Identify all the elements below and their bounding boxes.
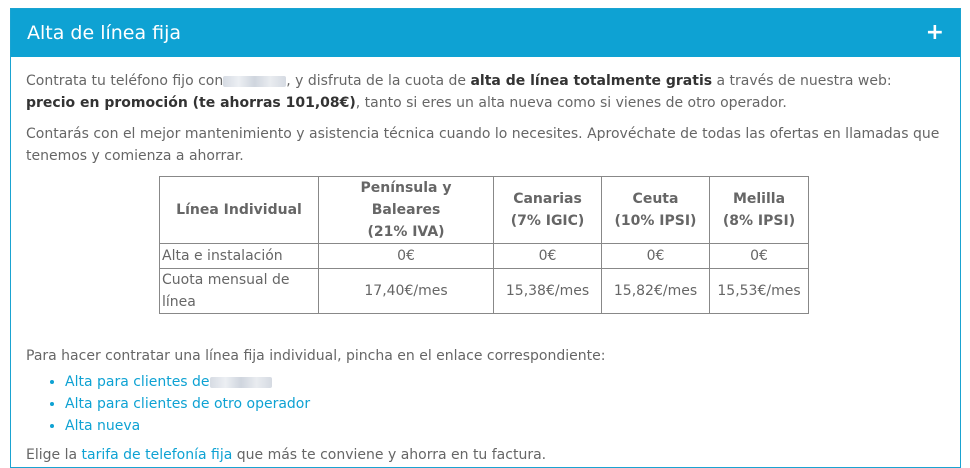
links-list	[26, 371, 945, 437]
redacted-brand	[210, 377, 272, 388]
footer-paragraph	[26, 444, 945, 466]
redacted-brand	[223, 76, 286, 87]
table-cell: 15,53€/mes	[710, 269, 809, 314]
table-cell: 0€	[710, 244, 809, 269]
panel-title: Alta de línea fija	[27, 22, 182, 44]
panel-header[interactable]	[11, 9, 960, 57]
footer-text: que más te conviene y ahorra en tu factura.	[232, 447, 547, 463]
intro-text: a través de nuestra web:	[712, 73, 892, 89]
table-cell: 0€	[602, 244, 710, 269]
intro-text: Contrata tu teléfono fijo con	[26, 73, 224, 89]
link-other-operator[interactable]: Alta para clientes de otro operador	[65, 396, 311, 412]
table-header: Península y Baleares (21% IVA)	[319, 177, 494, 244]
intro-price-highlight: precio en promoción (te ahorras 101,08€)	[26, 95, 356, 111]
table-row	[160, 269, 809, 314]
table-cell: 17,40€/mes	[319, 269, 494, 314]
table-header: Melilla (8% IPSI)	[710, 177, 809, 244]
intro-text: , tanto si eres un alta nueva como si vienes de otro operador.	[355, 95, 787, 111]
list-item	[65, 393, 945, 415]
table-cell: 0€	[494, 244, 602, 269]
table-cell: Alta e instalación	[160, 244, 319, 269]
intro-paragraph	[26, 70, 945, 114]
table-cell: 15,38€/mes	[494, 269, 602, 314]
table-cell: 15,82€/mes	[602, 269, 710, 314]
intro-text: , y disfruta de la cuota de	[286, 73, 471, 89]
price-table	[159, 176, 809, 314]
table-header: Ceuta (10% IPSI)	[602, 177, 710, 244]
maintenance-paragraph: Contarás con el mejor mantenimiento y asistencia técnica cuando lo necesites. Aprovéchate de todas las ofertas en llamadas que tenemos y comienza a ahorrar.	[26, 126, 940, 164]
link-existing-clients[interactable]: Alta para clientes de	[65, 374, 272, 390]
link-fixed-rates[interactable]: tarifa de telefonía fija	[81, 447, 233, 463]
table-row	[160, 244, 809, 269]
list-item	[65, 371, 945, 393]
table-header-row	[160, 177, 809, 244]
expand-icon[interactable]: +	[925, 20, 944, 45]
table-cell: 0€	[319, 244, 494, 269]
table-header: Línea Individual	[160, 177, 319, 244]
panel	[10, 8, 961, 468]
panel-content	[11, 57, 960, 466]
table-cell: Cuota mensual de línea	[160, 269, 319, 314]
intro-highlight: alta de línea totalmente gratis	[470, 73, 713, 89]
table-header: Canarias (7% IGIC)	[494, 177, 602, 244]
links-intro: Para hacer contratar una línea fija individual, pincha en el enlace correspondiente:	[26, 348, 606, 364]
footer-text: Elige la	[26, 447, 82, 463]
list-item	[65, 415, 945, 437]
link-new-line[interactable]: Alta nueva	[65, 418, 141, 434]
